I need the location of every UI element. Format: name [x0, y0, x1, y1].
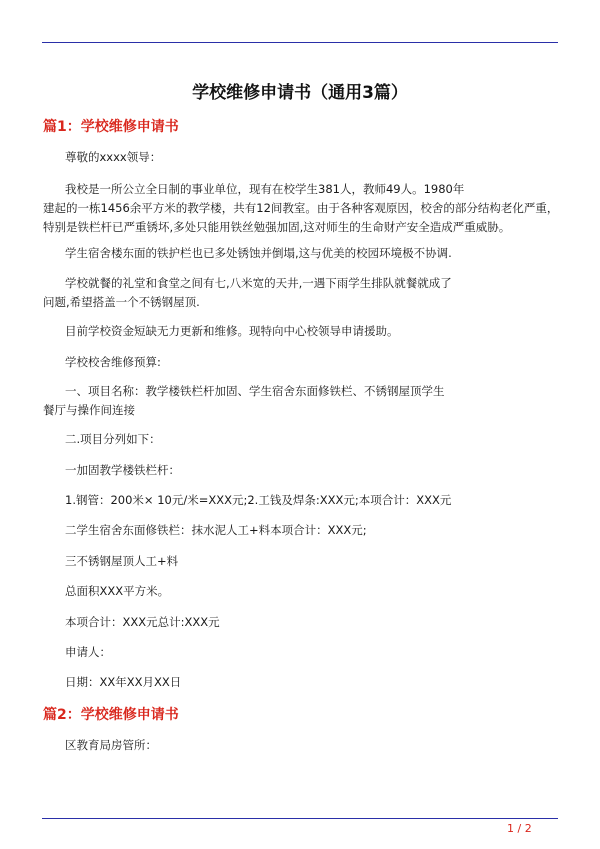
paragraph-intro: 我校是一所公立全日制的事业单位，现有在校学生381人，教师49人。1980年 建起的一栋1456余平方米的教学楼，共有12间教室。由于各种客观原因，校舍的部分结构老化严重，特别是铁栏杆已严重锈坏,多处只能用铁丝勉强加固,这对师生的生命财产安全造成严重威胁。	[43, 182, 559, 234]
paragraph-item-2: 二学生宿舍东面修铁栏：抹水泥人工+料本项合计：XXX元;	[65, 523, 367, 537]
header-rule	[42, 42, 558, 43]
paragraph-project-name: 一、项目名称：教学楼铁栏杆加固、学生宿舍东面修铁栏、不锈钢屋顶学生 餐厅与操作间连接	[43, 384, 445, 417]
paragraph-area: 总面积XXX平方米。	[65, 584, 170, 598]
paragraph-item-3: 三不锈钢屋顶人工+料	[65, 554, 179, 568]
paragraph-section2-salutation: 区教育局房管所：	[65, 738, 157, 752]
paragraph-salutation: 尊敬的xxxx领导：	[65, 150, 162, 164]
paragraph-item-1-cost: 1.钢管：200米× 10元/米=XXX元;2.工钱及焊条:XXX元;本项合计：XXX元	[65, 493, 452, 507]
section-2-heading: 篇2：学校维修申请书	[43, 707, 179, 723]
document-title: 学校维修申请书（通用3篇）	[192, 83, 408, 103]
paragraph-applicant: 申请人：	[65, 645, 111, 659]
paragraph-date: 日期：XX年XX月XX日	[65, 675, 182, 689]
paragraph-item-1: 一加固教学楼铁栏杆：	[65, 463, 180, 477]
paragraph-project-list: 二.项目分列如下：	[65, 432, 161, 446]
paragraph-dorm-railing: 学生宿舍楼东面的铁护栏也已多处锈蚀并倒塌,这与优美的校园环境极不协调.	[65, 246, 452, 260]
paragraph-funding: 目前学校资金短缺无力更新和维修。现特向中心校领导申请援助。	[65, 324, 399, 338]
paragraph-dining-hall: 学校就餐的礼堂和食堂之间有七,八米宽的天井,一遇下雨学生排队就餐就成了 问题,希望搭盖一个不锈钢屋顶.	[43, 276, 452, 309]
footer-rule	[42, 818, 558, 819]
paragraph-budget-heading: 学校校舍维修预算:	[65, 355, 161, 369]
paragraph-total: 本项合计：XXX元总计:XXX元	[65, 615, 220, 629]
section-1-heading: 篇1：学校维修申请书	[43, 119, 179, 135]
page-indicator: 1 / 2	[507, 822, 532, 835]
